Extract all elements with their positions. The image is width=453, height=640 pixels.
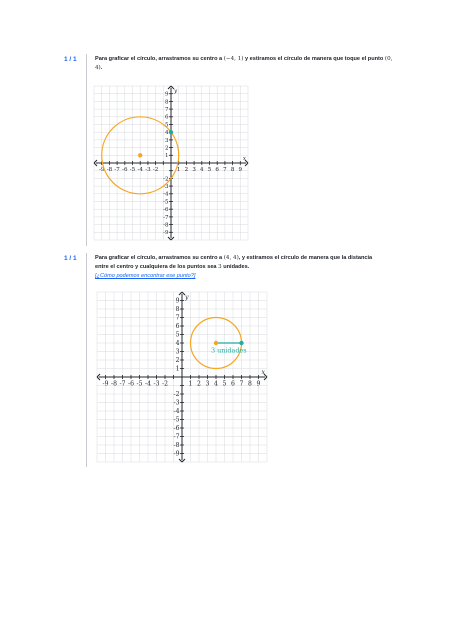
graph-1-y-tick-label: -3 — [163, 184, 169, 191]
graph-2-y-tick-label: 9 — [175, 297, 180, 305]
graph-1-x-tick-label: -9 — [99, 167, 105, 174]
graph-2-y-tick-label: -5 — [173, 416, 180, 424]
step-2-explanation — [95, 254, 385, 281]
graph-2-x-tick-label: -8 — [111, 380, 117, 388]
graph-2-x-tick-label: -2 — [162, 380, 168, 388]
step-1-text-a: Para graficar el círculo, arrastramos su centro a — [95, 56, 224, 62]
graph-2-y-tick-label: -2 — [173, 391, 180, 399]
graph-2-x-tick-label: -3 — [153, 380, 160, 388]
graph-1-y-tick-label: 4 — [164, 130, 169, 137]
step-1-text-b: y estiramos el círculo de manera que toque el punto — [243, 56, 385, 62]
graph-1-y-tick-label: 7 — [164, 107, 169, 114]
step-1-graph — [90, 82, 252, 244]
graph-2-x-tick-label: 2 — [197, 380, 201, 388]
graph-1-y-tick-label: 3 — [164, 137, 169, 144]
step-1-text-c: . — [100, 65, 103, 71]
graph-1-y-tick-label: -9 — [163, 230, 169, 237]
graph-2-radius-label: 3 unidades — [210, 346, 247, 355]
graph-1-y-tick-label: 6 — [164, 114, 169, 121]
graph-2-x-tick-label: -6 — [128, 380, 134, 388]
graph-1-y-tick-label: -5 — [163, 199, 169, 206]
graph-2-x-tick-label: 1 — [188, 380, 193, 388]
step-2-score: 1 / 1 — [64, 255, 77, 262]
graph-1-y-tick-label: -8 — [163, 222, 169, 229]
graph-2-x-tick-label: 7 — [239, 380, 244, 388]
step-2-divider — [86, 253, 87, 467]
graph-1-x-tick-label: 6 — [215, 167, 219, 174]
graph-1-x-tick-label: -2 — [152, 167, 159, 174]
graph-1-circle-point — [169, 130, 173, 134]
graph-2-y-tick-label: 5 — [175, 331, 180, 339]
graph-2-x-axis-label: x — [261, 369, 265, 376]
graph-1-x-tick-label: 3 — [192, 167, 196, 174]
graph-1-x-tick-label: 2 — [184, 167, 189, 174]
graph-2-y-tick-label: -3 — [173, 399, 180, 407]
graph-1-x-axis-label: x — [242, 156, 246, 162]
graph-1-center-point — [138, 153, 142, 157]
graph-1-y-tick-label: 2 — [164, 145, 169, 152]
step-2-graph — [93, 288, 271, 466]
graph-2-circle-point — [239, 341, 243, 345]
how-to-find-point-link[interactable]: [¿Cómo podemos encontrar ese punto?] — [95, 273, 196, 279]
graph-1-x-tick-label: -4 — [137, 167, 143, 174]
step-1-point-text: (0, 4) — [95, 56, 393, 71]
graph-2-y-tick-label: -7 — [173, 433, 180, 441]
step-2-radius-text: 3 — [218, 264, 222, 270]
graph-2-y-tick-label: 1 — [175, 365, 180, 373]
graph-2-y-tick-label: 4 — [175, 340, 180, 348]
step-1-center-text: (−4, 1) — [223, 56, 244, 62]
step-2-text-b: , y estiramos el círculo de manera que la distancia entre el centro y cualquiera de los puntos sea — [95, 255, 373, 270]
graph-2-y-tick-label: 7 — [175, 314, 180, 322]
graph-1-x-tick-label: -3 — [145, 167, 151, 174]
graph-1-x-tick-label: 8 — [230, 167, 235, 174]
graph-2-x-tick-label: 6 — [231, 380, 235, 388]
graph-1-x-tick-label: 9 — [238, 167, 243, 174]
graph-2-y-axis-label: y — [185, 294, 189, 302]
graph-1-y-tick-label: -6 — [163, 207, 169, 214]
step-2-center-text: (4, 4) — [223, 255, 239, 261]
graph-2-y-tick-label: 2 — [175, 357, 180, 365]
step-1-explanation — [95, 55, 395, 73]
graph-1-x-tick-label: 1 — [176, 167, 181, 174]
graph-1-x-tick-label: -5 — [129, 167, 136, 174]
graph-1-x-tick-label: 5 — [207, 167, 212, 174]
graph-2-x-tick-label: 3 — [205, 380, 210, 388]
graph-2-y-tick-label: -6 — [173, 425, 180, 433]
graph-2-y-tick-label: 8 — [175, 306, 180, 314]
graph-1-y-tick-label: -7 — [163, 214, 169, 221]
graph-1-y-tick-label: 9 — [164, 91, 169, 98]
graph-2-y-tick-label: -8 — [173, 442, 180, 450]
graph-1-x-tick-label: -7 — [114, 167, 120, 174]
graph-1-x-tick-label: -6 — [122, 167, 128, 174]
graph-2-x-tick-label: -7 — [119, 380, 126, 388]
graph-2-x-tick-label: 4 — [214, 380, 218, 388]
graph-2-y-tick-label: 3 — [175, 348, 180, 356]
graph-1-y-tick-label: 5 — [164, 122, 169, 129]
step-1-divider — [86, 54, 87, 246]
graph-2-x-tick-label: 9 — [256, 380, 261, 388]
graph-2-y-tick-label: -9 — [173, 450, 180, 458]
graph-2-x-tick-label: -5 — [136, 380, 143, 388]
graph-2-center-point — [214, 341, 218, 345]
graph-1-x-tick-label: -8 — [106, 167, 113, 174]
graph-2-x-tick-label: -9 — [102, 380, 109, 388]
graph-1-y-tick-label: -2 — [163, 176, 169, 183]
graph-1-x-tick-label: 7 — [223, 167, 227, 174]
graph-2-x-tick-label: -4 — [145, 380, 151, 388]
step-2-text-c: unidades. — [221, 264, 250, 270]
graph-2-y-tick-label: 6 — [175, 323, 180, 331]
step-1-score: 1 / 1 — [64, 56, 77, 63]
graph-2-x-tick-label: 5 — [222, 380, 227, 388]
graph-1-y-tick-label: -4 — [163, 191, 169, 198]
graph-1-x-tick-label: 4 — [200, 167, 204, 174]
graph-1-y-tick-label: 8 — [164, 99, 169, 106]
graph-2-x-tick-label: 8 — [248, 380, 252, 388]
graph-2-y-tick-label: -4 — [173, 408, 180, 416]
graph-1-y-axis-label: y — [174, 88, 178, 95]
step-2-text-a: Para graficar el círculo, arrastramos su centro a — [95, 255, 224, 261]
graph-1-y-tick-label: 1 — [164, 153, 169, 160]
